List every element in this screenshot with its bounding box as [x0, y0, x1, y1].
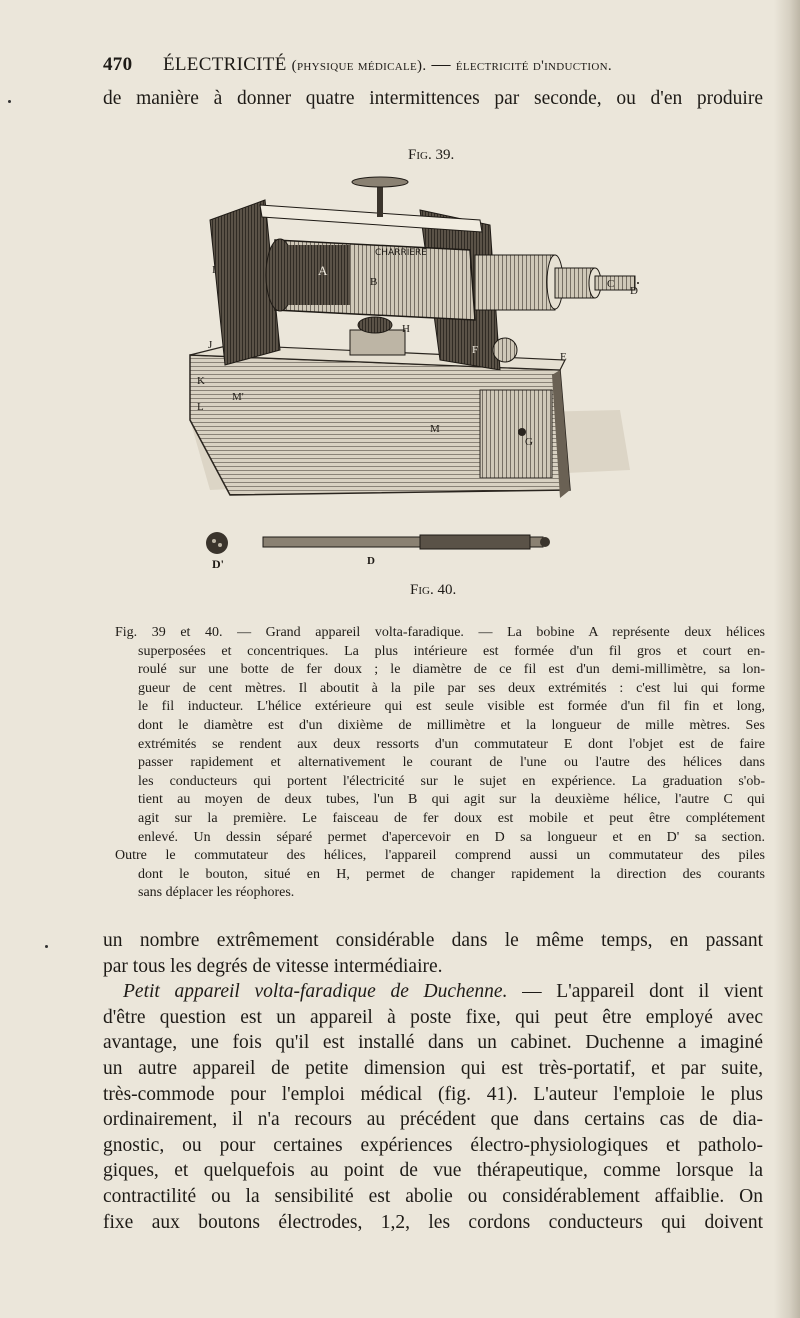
- caption-line: tient au moyen de deux tubes, l'un B qui agit sur la deuxième hélice, l'autre C qui: [138, 792, 765, 808]
- figure-40-label: Fig. 40.: [410, 582, 457, 598]
- body-line: par tous les degrés de vitesse intermédiaire.: [103, 955, 443, 977]
- fig39-letter-j: J: [208, 339, 213, 351]
- section-italic-title: Petit appareil volta-faradique de Duchenne.: [123, 981, 508, 1003]
- header-subtitle: (physique médicale).: [291, 58, 427, 74]
- fig39-letter-k: K: [197, 375, 205, 387]
- body-line: gnostic, ou pour certaines expériences électro-physiologiques et patholo-: [103, 1134, 763, 1156]
- fig39-letter-m-prime: M': [232, 391, 244, 403]
- figure-39-label: Fig. 39.: [408, 147, 455, 163]
- fig39-letter-f: F: [472, 344, 479, 356]
- figure-caption: [115, 624, 765, 903]
- fig39-letter-g: G: [525, 436, 533, 448]
- body-line: avantage, une fois qu'il est installé dans un cabinet. Duchenne a imaginé: [103, 1032, 763, 1054]
- caption-line: le fil inducteur. L'hélice extérieure qui est seule visible est formée d'un fil fin et long,: [138, 699, 765, 715]
- body-line: giques, et quelquefois au point de vue thérapeutique, comme lorsque la: [103, 1160, 763, 1182]
- caption-line: Outre le commutateur des hélices, l'appareil comprend aussi un commutateur des piles: [115, 848, 765, 864]
- caption-line: les conducteurs qui portent l'électricité sur le sujet en expérience. La graduation s'ob-: [138, 773, 765, 789]
- caption-line: gueur de cent mètres. Il aboutit à la pile par ses deux extrémités : c'est lui qui forme: [138, 680, 765, 696]
- caption-line: extrémités se rendent aux deux ressorts d'un commutateur E dont l'objet est de faire: [138, 736, 765, 752]
- body-text: [103, 928, 763, 1235]
- figure-40-illustration: [195, 528, 575, 573]
- body-line-rest: — L'appareil dont il vient: [507, 981, 763, 1003]
- fig39-letter-d: D: [630, 285, 638, 297]
- caption-line: passer rapidement et alternativement le courant de l'une ou l'autre des hélices dans: [138, 755, 765, 771]
- body-line: d'être question est un appareil à poste fixe, qui peut être employé avec: [103, 1006, 763, 1028]
- fig39-letter-i: I: [212, 264, 216, 276]
- fig39-letter-a: A: [318, 263, 328, 278]
- coil-maker-inscription: CHARRIERE: [375, 248, 427, 258]
- page-number: 470: [103, 54, 133, 75]
- body-line-with-italic-lead: [103, 979, 763, 1005]
- body-line: contractilité ou la sensibilité est abolie ou considérablement affaiblie. On: [103, 1185, 763, 1207]
- fig39-letter-m: M: [430, 423, 440, 435]
- running-header: [103, 54, 763, 80]
- fig40-letter-d-prime: D': [212, 557, 224, 571]
- caption-line: dont le bouton, situé en H, permet de changer rapidement la direction des courants: [138, 866, 765, 882]
- caption-line: sans déplacer les réophores.: [138, 885, 295, 901]
- header-section: électricité d'induction.: [455, 58, 612, 74]
- fig39-letter-b: B: [370, 276, 378, 288]
- margin-speck: [8, 100, 11, 103]
- margin-speck: [45, 945, 48, 948]
- figure-39-illustration: [170, 170, 640, 530]
- caption-line: roulé sur une botte de fer doux ; le diamètre de ce fil est d'un demi-millimètre, sa lon-: [138, 662, 765, 678]
- body-line: un autre appareil de petite dimension qui est très-portatif, et par suite,: [103, 1057, 763, 1079]
- page-edge-shadow: [774, 0, 800, 1318]
- header-dash: —: [431, 54, 451, 75]
- fig39-letter-l: L: [197, 401, 204, 413]
- body-line: ordinairement, il n'a recours au précédent que dans certains cas de dia-: [103, 1109, 763, 1131]
- header-title-group: [163, 54, 612, 76]
- header-title: ÉLECTRICITÉ: [163, 54, 287, 75]
- caption-line: enlevé. Un dessin séparé permet d'apercevoir en D sa longueur et en D' sa section.: [138, 829, 765, 845]
- intro-text-line: de manière à donner quatre intermittences par seconde, ou d'en produire: [103, 88, 763, 109]
- fig39-letter-c: C: [607, 278, 615, 290]
- caption-line: agit sur la première. Le faisceau de fer doux est mobile et peut être complétement: [138, 810, 765, 826]
- fig40-letter-d: D: [367, 555, 375, 567]
- fig39-letter-e: E: [560, 351, 567, 363]
- body-line: très-commode pour l'emploi médical (fig. 41). L'auteur l'emploie le plus: [103, 1083, 763, 1105]
- body-line: fixe aux boutons électrodes, 1,2, les cordons conducteurs qui doivent: [103, 1211, 763, 1233]
- caption-line: superposées et concentriques. La plus intérieure est formée d'un fil gros et court en-: [138, 643, 765, 659]
- fig39-letter-h: H: [402, 323, 410, 335]
- caption-line: dont le diamètre est d'un dixième de millimètre et la longueur de mille mètres. Ses: [138, 717, 765, 733]
- caption-line: Fig. 39 et 40. — Grand appareil volta-faradique. — La bobine A représente deux hélices: [115, 625, 765, 640]
- body-line: un nombre extrêmement considérable dans le même temps, en passant: [103, 930, 763, 951]
